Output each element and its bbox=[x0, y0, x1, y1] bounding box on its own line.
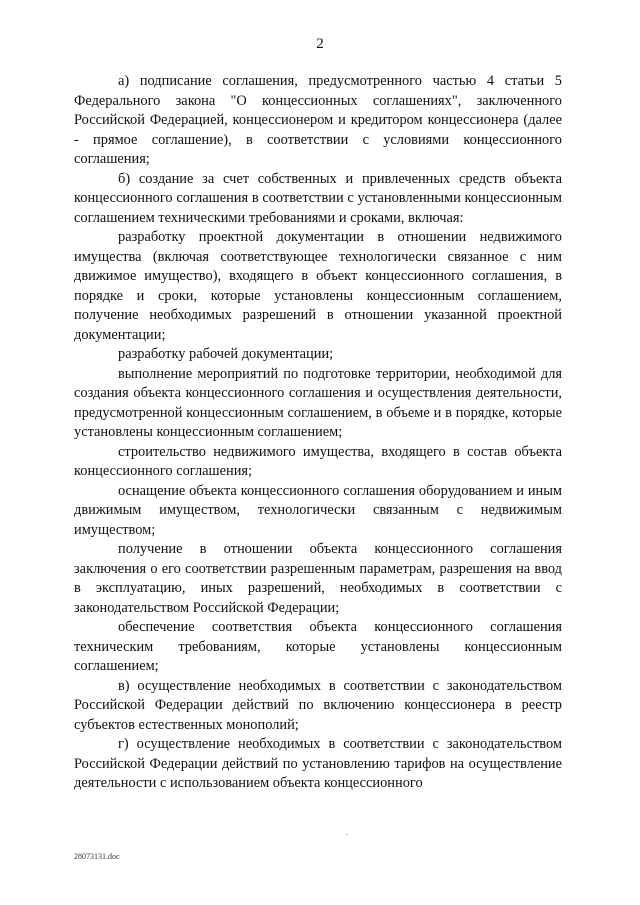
document-body bbox=[74, 72, 562, 794]
paragraph-technical-compliance: обеспечение соответствия объекта концессионного соглашения техническим требованиям, которые установлены концессионным соглашением; bbox=[74, 619, 562, 674]
page-number: 2 bbox=[316, 36, 324, 52]
paragraph-permits: получение в отношении объекта концессионного соглашения заключения о его соответствии разрешенным параметрам, разрешения на ввод в эксплуатацию, иных разрешений, необходимых в соответствии с законодательством Российской Федерации; bbox=[74, 541, 562, 616]
footer-filename: 28073131.doc bbox=[74, 852, 120, 861]
scan-speck bbox=[346, 834, 348, 835]
paragraph-item-g: г) осуществление необходимых в соответствии с законодательством Российской Федерации действий по установлению тарифов на осуществление деятельности с использованием объекта концессионного bbox=[74, 736, 562, 791]
paragraph-equipment: оснащение объекта концессионного соглашения оборудованием и иным движимым имуществом, технологически связанным с недвижимым имуществом; bbox=[74, 482, 562, 538]
paragraph-design-documentation: разработку проектной документации в отношении недвижимого имущества (включая соответствующее технологически связанное с ним движимое имущество), входящего в объект концессионного соглашения, в порядке и сроки, которые установлены концессионным соглашением, получение необходимых разрешений в отношении указанной проектной документации; bbox=[74, 229, 562, 343]
paragraph-construction: строительство недвижимого имущества, входящего в состав объекта концессионного соглашения; bbox=[74, 443, 562, 479]
paragraph-working-documentation: разработку рабочей документации; bbox=[118, 346, 334, 362]
paragraph-item-b: б) создание за счет собственных и привлеченных средств объекта концессионного соглашения в соответствии с установленными концессионным соглашением техническими требованиями и сроками, включая: bbox=[74, 170, 562, 226]
paragraph-territory-preparation: выполнение мероприятий по подготовке территории, необходимой для создания объекта концессионного соглашения и осуществления деятельности, предусмотренной концессионным соглашением, в объеме и в порядке, которые установлены концессионным соглашением; bbox=[74, 365, 562, 440]
paragraph-item-a: а) подписание соглашения, предусмотренного частью 4 статьи 5 Федерального закона "О концессионных соглашениях", заключенного Российской Федерацией, концессионером и кредитором концессионера (далее - прямое соглашение), в соответствии с условиями концессионного соглашения; bbox=[74, 73, 562, 167]
paragraph-item-v: в) осуществление необходимых в соответствии с законодательством Российской Федерации действий по включению концессионера в реестр субъектов естественных монополий; bbox=[74, 677, 562, 733]
